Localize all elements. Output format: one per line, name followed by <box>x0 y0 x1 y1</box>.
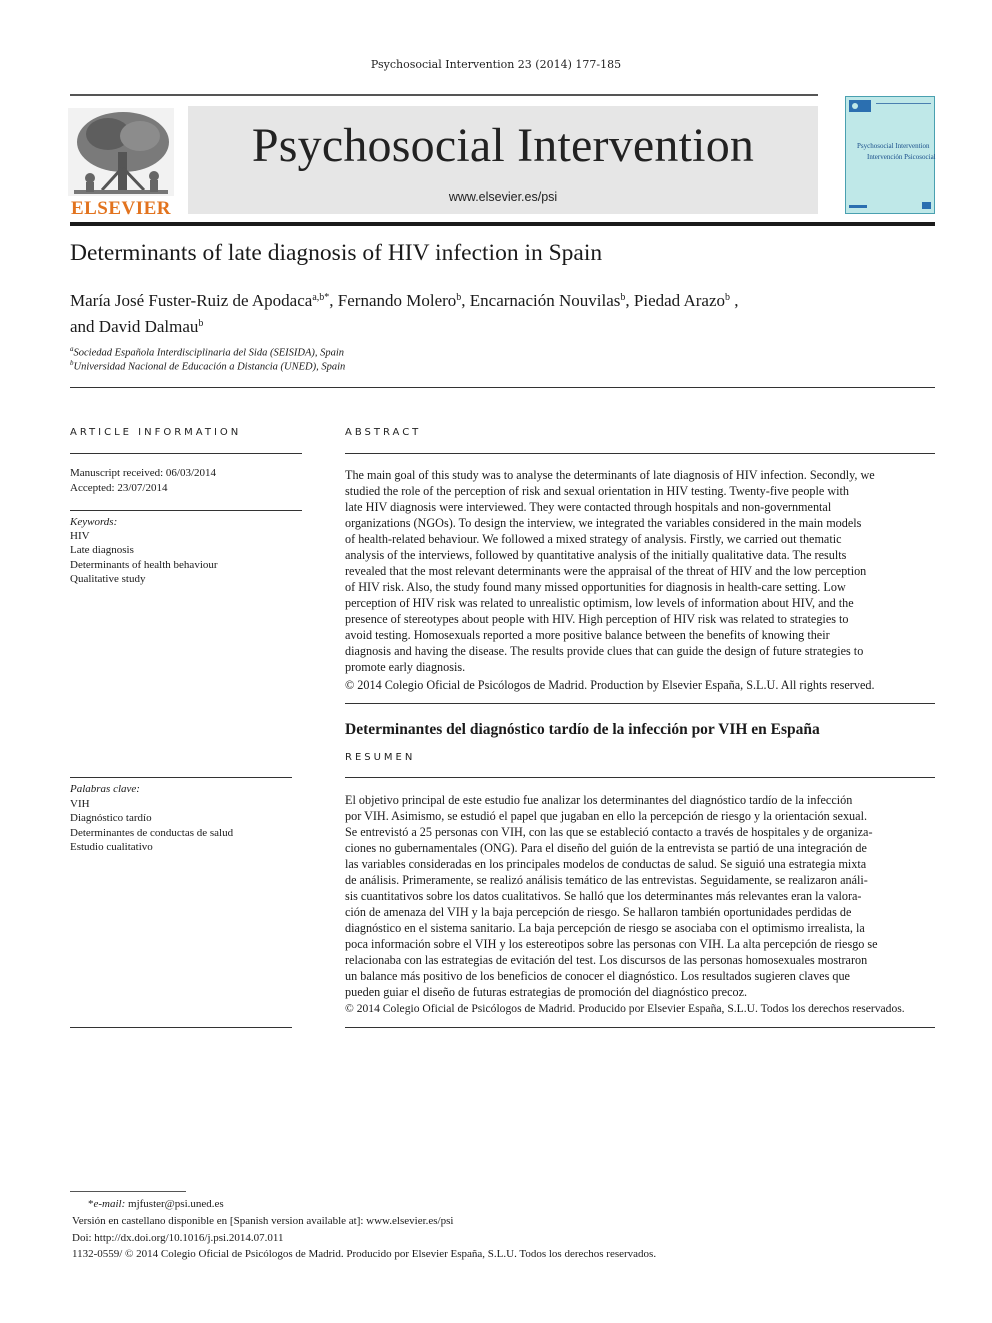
author-separator: , <box>625 291 634 310</box>
resumen-line: diagnóstico en el sistema sanitario. La baja percepción de riesgo se asociaba con el optimismo irrealista, la <box>345 921 865 935</box>
resumen-line: ción de amenaza del VIH y la baja percepción de riesgo. Se hallaron también oportunidades perdidas de <box>345 905 852 919</box>
keywords-label: Keywords: <box>70 516 118 528</box>
keyword-es: Estudio cualitativo <box>70 841 153 853</box>
issn-copyright: 1132-0559/ © 2014 Colegio Oficial de Psicólogos de Madrid. Producido por Elsevier España, S.L.U. Todos los derechos reservados. <box>72 1248 657 1260</box>
cover-publisher-mark <box>922 202 931 209</box>
abstract-line: analysis of the interviews, followed by quantitative analysis of the initially qualitative data. The results <box>345 548 847 562</box>
header-thick-rule <box>70 222 935 226</box>
keyword-es: Determinantes de conductas de salud <box>70 827 234 839</box>
cover-logo-icon <box>849 100 873 114</box>
abstract-line: presence of stereotypes about people with HIV. High perception of HIV risk was related to strategies to <box>345 612 849 626</box>
abstract-body <box>345 467 935 675</box>
affiliation-a: $^a$Sociedad Española Interdisciplinaria del Sida (SEISIDA), Spain <box>70 345 345 359</box>
author-name: María José Fuster-Ruiz de Apodaca <box>70 291 313 310</box>
spanish-title: Determinantes del diagnóstico tardío de la infección por VIH en España <box>345 721 820 738</box>
accepted-date: Accepted: 23/07/2014 <box>70 482 168 494</box>
palabras-clave-label: Palabras clave: <box>70 783 140 795</box>
divider <box>345 1027 935 1028</box>
keyword: Late diagnosis <box>70 544 134 556</box>
footnote-rule <box>70 1191 186 1192</box>
resumen-heading: RESUMEN <box>345 752 416 763</box>
divider <box>70 510 302 511</box>
author-separator: , <box>461 291 470 310</box>
resumen-line: las variables consideradas en los principales modelos de conductas de salud. Se siguió una estrategia mixta <box>345 857 867 871</box>
keyword: Qualitative study <box>70 573 146 585</box>
journal-title: Psychosocial Intervention <box>251 119 755 172</box>
spanish-version-note: Versión en castellano disponible en [Spanish version available at]: www.elsevier.es/psi <box>72 1215 454 1227</box>
resumen-line: un balance más positivo de los beneficios de conocer el diagnóstico. Los resultados sugieren claves que <box>345 969 850 983</box>
cover-header-rule <box>876 103 931 104</box>
author-affiliation-mark: a,b* <box>312 292 330 303</box>
cover-title-es: Intervención Psicosocial <box>867 153 936 161</box>
cover-title-en: Psychosocial Intervention <box>857 142 930 150</box>
resumen-line: de análisis. Primeramente, se realizó análisis temático de las entrevistas. Seguidamente, se realizaron análi- <box>345 873 868 887</box>
abstract-line: The main goal of this study was to analyse the determinants of late diagnosis of HIV infection. Secondly, we <box>345 468 875 482</box>
divider <box>345 703 935 704</box>
header-top-rule <box>70 94 818 96</box>
received-date: Manuscript received: 06/03/2014 <box>70 467 217 479</box>
abstract-line: of health-related behaviour. We followed a mixed strategy of analysis. Firstly, we carried out thematic <box>345 532 842 546</box>
doi-link[interactable]: Doi: http://dx.doi.org/10.1016/j.psi.2014.07.011 <box>72 1232 284 1244</box>
keyword-es: Diagnóstico tardío <box>70 812 152 824</box>
abstract-line: promote early diagnosis. <box>345 660 466 674</box>
abstract-line: organizations (NGOs). To design the interview, we integrated the variables considered in the main models <box>345 516 862 530</box>
keyword: Determinants of health behaviour <box>70 559 218 571</box>
resumen-line: El objetivo principal de este estudio fue analizar los determinantes del diagnóstico tardío de la infección <box>345 793 853 807</box>
resumen-line: poca información sobre el VIH y los estereotipos sobre las personas con VIH. La alta percepción de riesgo se <box>345 937 878 951</box>
resumen-line: Se entrevistó a 25 personas con VIH, con las que se estableció contacto a través de hospitales y de organiza- <box>345 825 873 839</box>
resumen-body <box>345 792 935 1000</box>
abstract-line: perception of HIV risk was related to unrealistic optimism, low levels of information about HIV, and the <box>345 596 854 610</box>
author-affiliation-mark: b <box>456 292 462 303</box>
divider <box>70 453 302 454</box>
author-affiliation-mark: b <box>725 292 730 303</box>
resumen-copyright: © 2014 Colegio Oficial de Psicólogos de Madrid. Producido por Elsevier España, S.L.U. Todos los derechos reservados. <box>345 1002 905 1015</box>
resumen-line: por VIH. Asimismo, se estudió el papel que jugaban en ello la percepción de riesgo y la orientación sexual. <box>345 809 867 823</box>
abstract-line: late HIV diagnosis were interviewed. They were contacted through hospitals and non-governmental <box>345 500 832 514</box>
author-name: Encarnación Nouvilas <box>469 291 621 310</box>
author-affiliation-mark: b <box>620 292 626 303</box>
author-separator: , <box>730 291 739 310</box>
divider <box>345 777 935 778</box>
author-name: Fernando Molero <box>337 291 457 310</box>
cover-footer-mark <box>849 205 867 208</box>
resumen-line: relacionaba con las estrategias de evitación del test. Los discursos de las personas homosexuales mostraron <box>345 953 868 967</box>
article-info-heading: ARTICLE INFORMATION <box>70 427 242 438</box>
abstract-line: revealed that the most relevant determinants were the appraisal of the threat of HIV and the low perception <box>345 564 867 578</box>
abstract-line: avoid testing. Homosexuals reported a more positive balance between the benefits of knowing their <box>345 628 830 642</box>
email-link[interactable]: mjfuster@psi.uned.es <box>128 1198 224 1210</box>
divider <box>345 453 935 454</box>
resumen-line: ciones no gubernamentales (ONG). Para el diseño del guión de la entrevista se partió de una integración de <box>345 841 867 855</box>
running-head: Psychosocial Intervention 23 (2014) 177-185 <box>370 58 622 71</box>
abstract-line: studied the role of the perception of risk and sexual orientation in HIV testing. Twenty-five people with <box>345 484 850 498</box>
divider <box>70 387 935 388</box>
affiliation-b: $^b$Universidad Nacional de Educación a Distancia (UNED), Spain <box>70 359 346 373</box>
divider <box>70 1027 292 1028</box>
author-affiliation-mark: b <box>198 318 204 329</box>
resumen-line: sis cuantitativos sobre los datos cualitativos. Se halló que los determinantes más relevantes eran la valora- <box>345 889 862 903</box>
journal-url-link[interactable]: www.elsevier.es/psi <box>448 190 558 204</box>
author-name: Piedad Arazo <box>633 291 725 310</box>
article-title: Determinants of late diagnosis of HIV infection in Spain <box>70 240 603 266</box>
abstract-copyright: © 2014 Colegio Oficial de Psicólogos de Madrid. Production by Elsevier España, S.L.U. All rights reserved. <box>345 678 875 692</box>
corresponding-email: *e-mail: mjfuster@psi.uned.es <box>88 1198 224 1210</box>
keyword-es: VIH <box>70 798 90 810</box>
resumen-line: pueden guiar el diseño de futuras estrategias de promoción del diagnóstico precoz. <box>345 985 748 999</box>
author-name: and David Dalmau <box>70 317 199 336</box>
author-list <box>70 286 870 338</box>
abstract-line: of HIV risk. Also, the study found many missed opportunities for diagnosis in health-care setting. Low <box>345 580 846 594</box>
abstract-heading: ABSTRACT <box>345 427 422 438</box>
keyword: HIV <box>70 530 90 542</box>
divider <box>70 777 292 778</box>
elsevier-wordmark: ELSEVIER <box>70 198 172 219</box>
author-separator: , <box>329 291 338 310</box>
abstract-line: diagnosis and having the disease. The results provide clues that can guide the design of future strategies to <box>345 644 864 658</box>
